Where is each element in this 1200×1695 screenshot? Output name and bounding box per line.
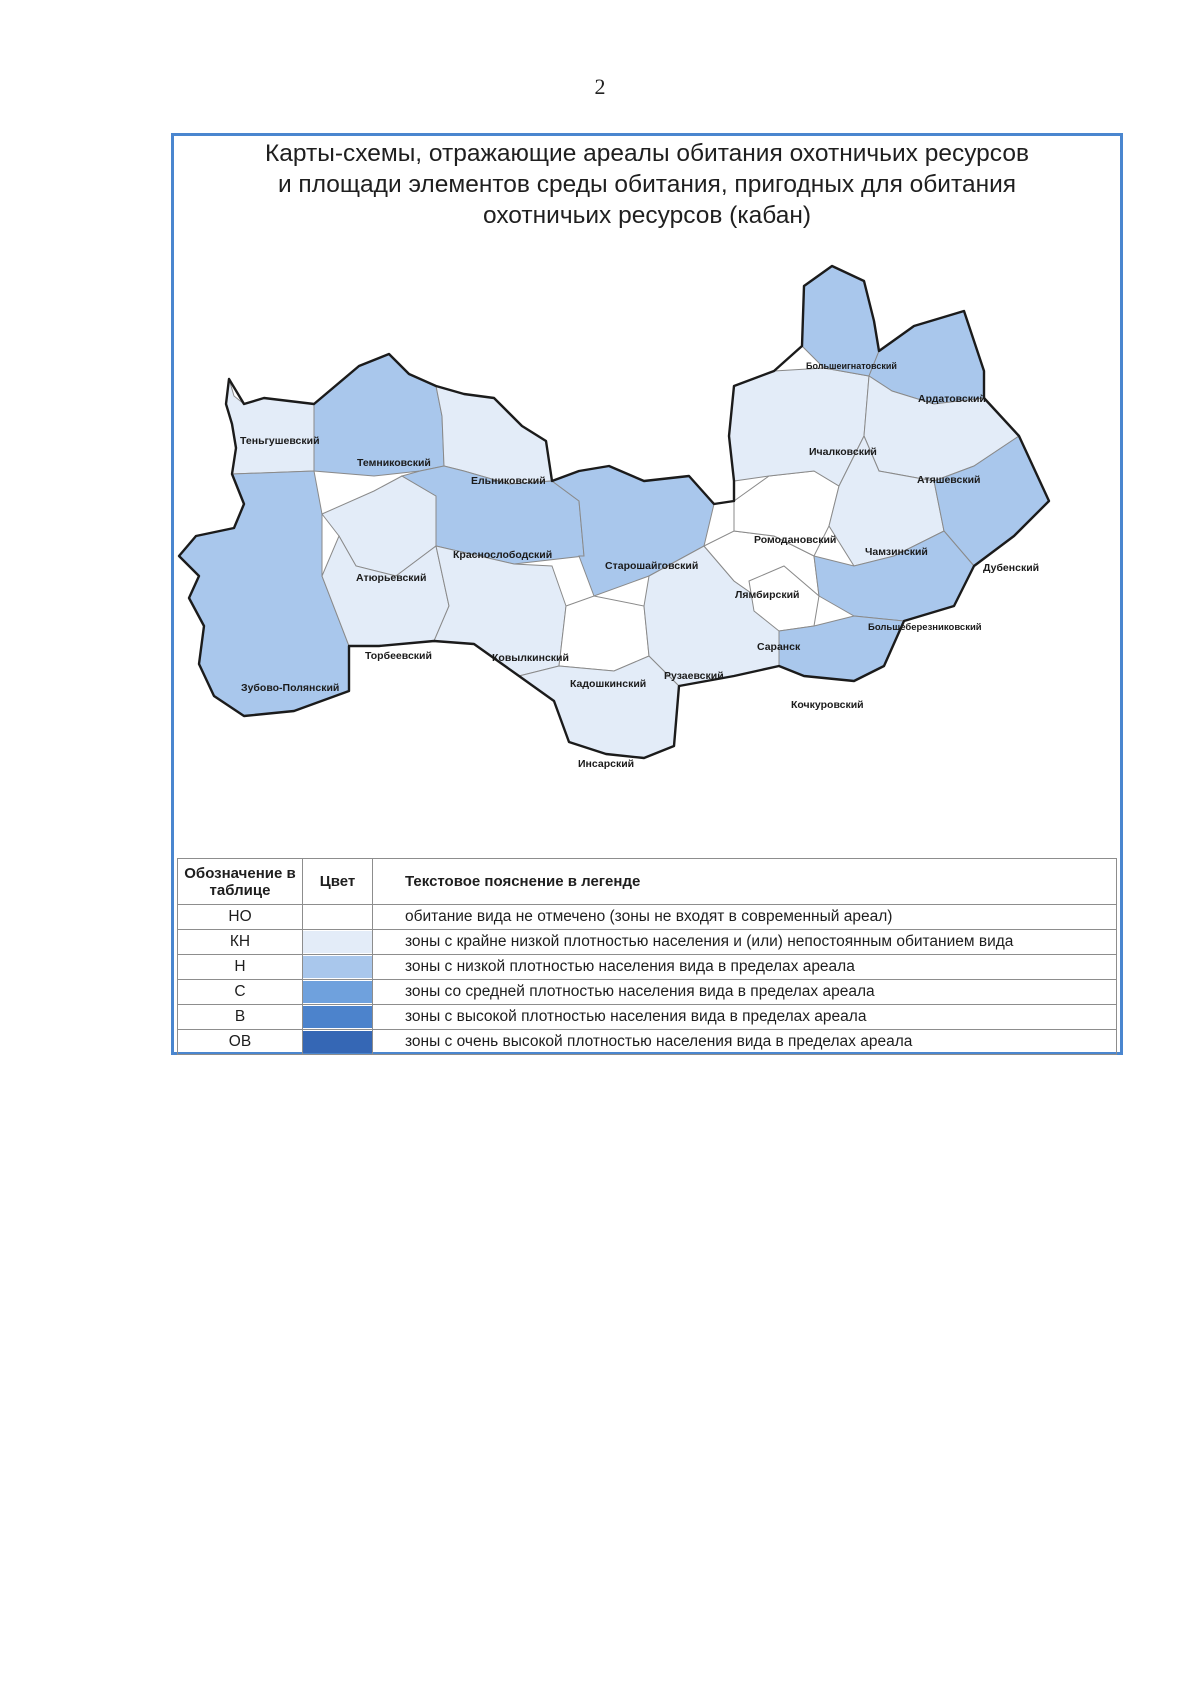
- legend-color-cell: [303, 905, 373, 930]
- title-line-3: охотничьих ресурсов (кабан): [482, 202, 812, 229]
- legend-color-cell: [303, 930, 373, 955]
- label-zubovo-polyansky: Зубово-Полянский: [241, 682, 340, 694]
- legend-header-code: Обозначение в таблице: [178, 859, 303, 905]
- label-elnikovsky: Ельниковский: [471, 475, 546, 487]
- legend-swatch: [303, 931, 372, 953]
- label-krasnoslobodsky: Краснослободский: [453, 549, 553, 561]
- label-chamzinsky: Чамзинский: [865, 546, 928, 558]
- legend-code: НО: [178, 905, 303, 930]
- title-line-1: Карты-схемы, отражающие ареалы обитания охотничьих ресурсов: [265, 140, 1029, 167]
- legend-color-cell: [303, 955, 373, 980]
- legend-code: ОВ: [178, 1030, 303, 1055]
- legend-text: зоны с крайне низкой плотностью населения и (или) непостоянным обитанием вида: [373, 930, 1117, 955]
- map-frame: [171, 133, 1123, 1055]
- region-kadoshkinsky[interactable]: [559, 596, 649, 671]
- legend-header-color: Цвет: [303, 859, 373, 905]
- legend-text: зоны с высокой плотностью населения вида в пределах ареала: [373, 1005, 1117, 1030]
- label-ardatovsky: Ардатовский: [918, 393, 986, 405]
- label-tengushevsky: Теньгушевский: [240, 435, 320, 447]
- region-bolsheignatovsky[interactable]: [802, 266, 879, 376]
- label-ruzaevsky: Рузаевский: [664, 670, 724, 682]
- label-saransk: Саранск: [757, 641, 801, 653]
- label-lyambirsky: Лямбирский: [735, 589, 800, 601]
- label-kadoshkinsky: Кадошкинский: [570, 678, 647, 690]
- legend-header-text: Текстовое пояснение в легенде: [373, 859, 1117, 905]
- legend-color-cell: [303, 980, 373, 1005]
- legend-swatch: [303, 1006, 372, 1028]
- page-number: 2: [594, 74, 606, 99]
- label-staroshaygovsky: Старошайговский: [605, 560, 699, 572]
- legend-row: [178, 1030, 1117, 1055]
- label-ichalkovsky: Ичалковский: [809, 446, 877, 458]
- region-insarsky[interactable]: [519, 656, 679, 758]
- label-dubensky: Дубенский: [983, 562, 1040, 574]
- legend-row: [178, 955, 1117, 980]
- legend-code: КН: [178, 930, 303, 955]
- legend-text: обитание вида не отмечено (зоны не входят в современный ареал): [373, 905, 1117, 930]
- legend-swatch: [303, 906, 372, 928]
- label-temnikovsky: Темниковский: [357, 457, 431, 469]
- label-atyurevsky: Атюрьевский: [356, 572, 427, 584]
- legend-code: Н: [178, 955, 303, 980]
- label-insarsky: Инсарский: [578, 758, 635, 770]
- legend-color-cell: [303, 1030, 373, 1055]
- legend-row: [178, 905, 1117, 930]
- label-kovylkinsky: Ковылкинский: [492, 652, 569, 664]
- label-kochkurovsky: Кочкуровский: [791, 699, 864, 711]
- legend-row: [178, 930, 1117, 955]
- label-bolsheignatovsky: Большеигнатовский: [806, 361, 897, 371]
- region-tengushevsky[interactable]: [226, 379, 314, 474]
- legend-row: [178, 1005, 1117, 1030]
- legend-color-cell: [303, 1005, 373, 1030]
- legend-code: С: [178, 980, 303, 1005]
- legend-row: [178, 980, 1117, 1005]
- region-map: [174, 136, 1120, 856]
- label-bolsheberezhnikovsky: Большеберезниковский: [868, 622, 982, 633]
- label-romodanovsky: Ромодановский: [754, 534, 837, 546]
- legend-swatch: [303, 981, 372, 1003]
- legend-table: [177, 858, 1117, 1055]
- legend-code: В: [178, 1005, 303, 1030]
- label-torbeevsky: Торбеевский: [365, 650, 432, 662]
- legend-text: зоны с очень высокой плотностью населения вида в пределах ареала: [373, 1030, 1117, 1055]
- legend-swatch: [303, 1031, 372, 1053]
- legend-header-row: [178, 859, 1117, 905]
- region-zubovo-polyansky[interactable]: [179, 471, 349, 716]
- label-atyashevsky: Атяшевский: [917, 474, 981, 486]
- legend-text: зоны со средней плотностью населения вида в пределах ареала: [373, 980, 1117, 1005]
- legend-swatch: [303, 956, 372, 978]
- legend-text: зоны с низкой плотностью населения вида в пределах ареала: [373, 955, 1117, 980]
- title-line-2: и площади элементов среды обитания, пригодных для обитания: [277, 171, 1017, 198]
